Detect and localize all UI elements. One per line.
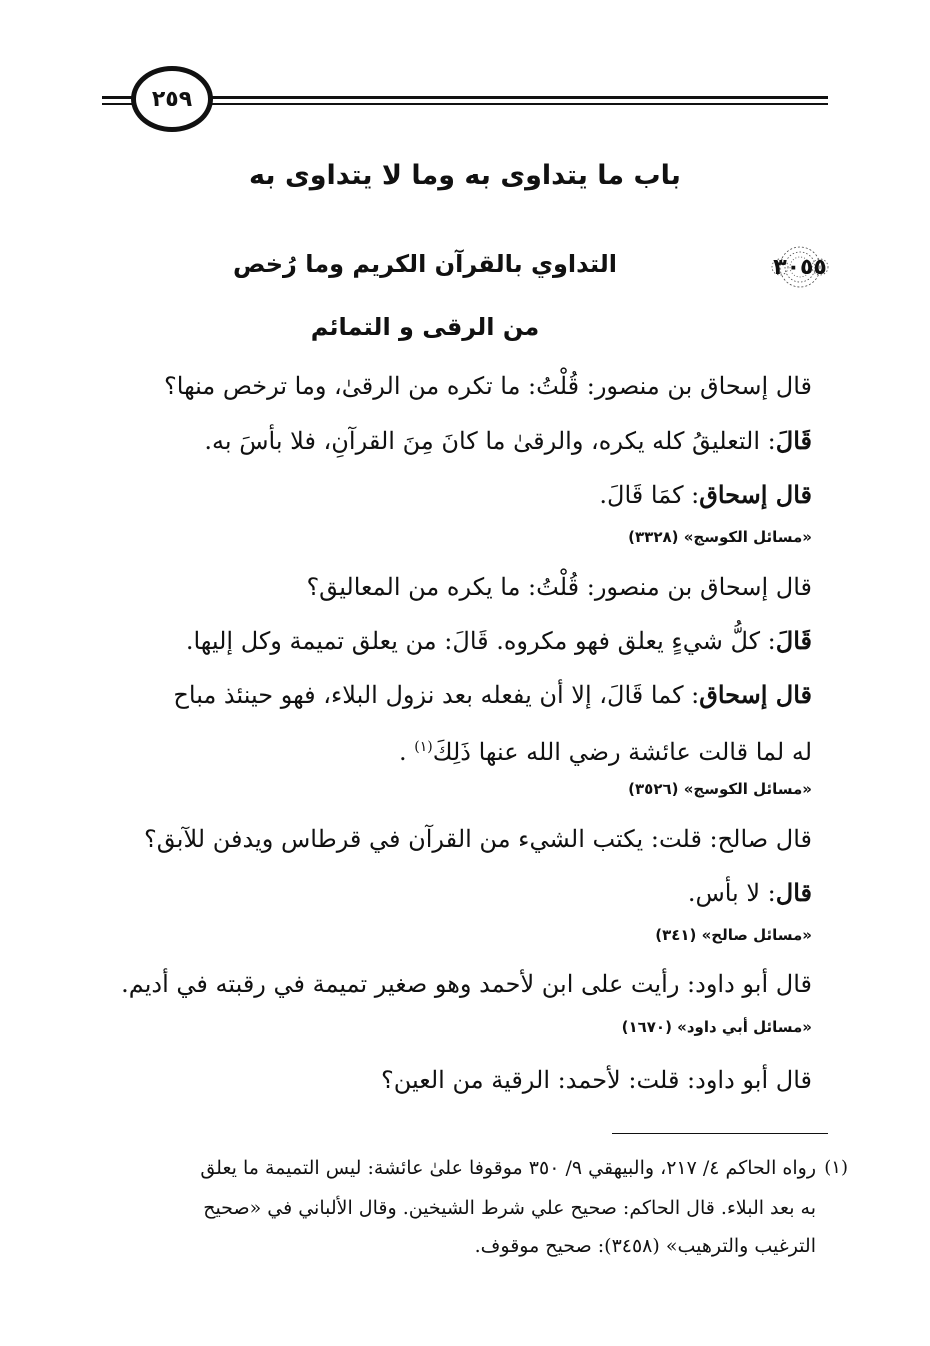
page-number: ٢٥٩	[151, 86, 193, 112]
passage-1-line-3	[100, 478, 812, 512]
speaker: قال	[775, 878, 812, 907]
passage-2-line-2	[100, 624, 812, 658]
speaker: قَالَ	[775, 626, 812, 655]
answer-text: : كما قَالَ، إلا أن يفعله بعد نزول البلاء، فهو حينئذ مباح	[173, 681, 700, 709]
entry-heading-line2: من الرقى و التمائم	[310, 313, 540, 341]
footnote-line-3: الترغيب والترهيب» (٣٤٥٨): صحيح موقوف.	[474, 1235, 816, 1257]
passage-1-line-1: قال إسحاق بن منصور: قُلْتُ: ما تكره من الرقىٰ، وما ترخص منها؟	[164, 372, 812, 400]
speaker: قال إسحاق	[699, 480, 812, 509]
source-citation: «مسائل صالح» (٣٤١)	[655, 926, 812, 944]
answer-text: : لا بأس.	[687, 879, 776, 907]
passage-1-line-2	[100, 424, 812, 458]
source-citation: «مسائل الكوسج» (٣٥٢٦)	[628, 780, 812, 798]
passage-3-line-1: قال صالح: قلت: يكتب الشيء من القرآن في قرطاس ويدفن للآبق؟	[144, 825, 812, 853]
answer-text: : كلُّ شيءٍ يعلق فهو مكروه. قَالَ: من يعلق تميمة وكل إليها.	[185, 627, 776, 655]
source-citation: «مسائل أبي داود» (١٦٧٠)	[621, 1018, 812, 1036]
passage-5-line-1: قال أبو داود: قلت: لأحمد: الرقية من العين؟	[381, 1066, 812, 1094]
footnote-line-1: رواه الحاكم ٤/ ٢١٧، والبيهقي ٩/ ٣٥٠ موقوفا علىٰ عائشة: ليس التميمة ما يعلق	[200, 1157, 816, 1179]
answer-text: : كمَا قَالَ.	[599, 481, 700, 509]
answer-text: : التعليقُ كله يكره، والرقىٰ ما كانَ مِنَ القرآنِ، فلا بأسَ به.	[204, 427, 776, 455]
passage-4-line-1: قال أبو داود: رأيت على ابن لأحمد وهو صغير تميمة في رقبته في أديم.	[121, 970, 812, 998]
narration-text: له لما قالت عائشة رضي الله عنها ذَلِكَ	[432, 738, 812, 766]
entry-number-text: ٣٠٥٥	[773, 254, 827, 280]
speaker: قَالَ	[775, 426, 812, 455]
page-number-badge	[131, 66, 213, 132]
passage-2-line-3	[100, 678, 812, 712]
source-citation: «مسائل الكوسج» (٣٣٢٨)	[628, 528, 812, 546]
entry-number-ornament	[752, 244, 848, 290]
entry-heading-line1: التداوي بالقرآن الكريم وما رُخص	[232, 250, 617, 278]
passage-2-line-1: قال إسحاق بن منصور: قُلْتُ: ما يكره من المعاليق؟	[306, 573, 812, 601]
line-end: .	[399, 738, 415, 766]
passage-3-line-2	[100, 876, 812, 910]
footnote-reference[interactable]: (١)	[414, 739, 433, 755]
chapter-title: باب ما يتداوى به وما لا يتداوى به	[249, 160, 681, 191]
footnote-line-2: به بعد البلاء. قال الحاكم: صحيح علي شرط الشيخين. وقال الألباني في «صحيح	[203, 1197, 816, 1219]
passage-2-line-4	[100, 730, 812, 769]
footnote-separator	[612, 1133, 828, 1134]
speaker: قال إسحاق	[699, 680, 812, 709]
footnote-marker: (١)	[824, 1157, 848, 1178]
